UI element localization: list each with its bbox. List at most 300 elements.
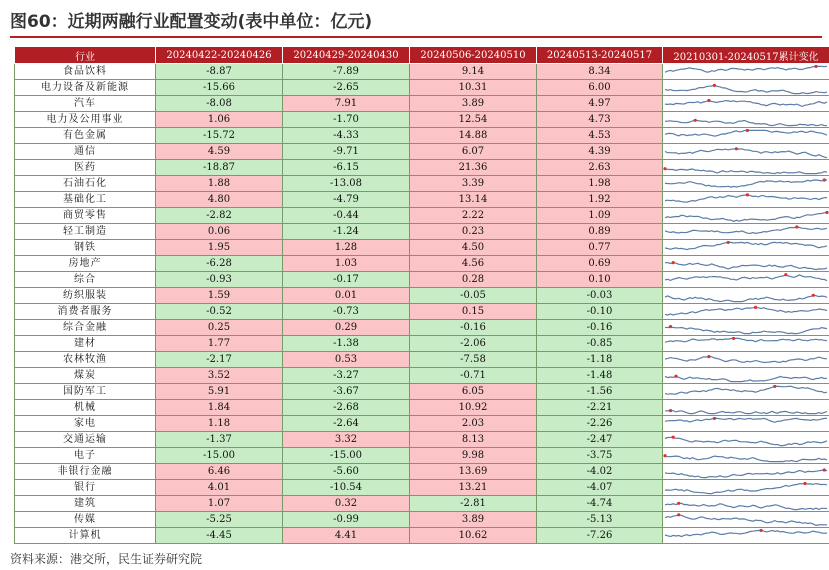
industry-name: 煤炭: [15, 368, 156, 384]
value-cell: 1.59: [156, 288, 283, 304]
table-row: [15, 224, 829, 240]
cumulative-sparkline: [663, 64, 829, 80]
value-cell: 13.69: [410, 464, 537, 480]
page-title: 图60：近期两融行业配置变动(表中单位：亿元): [10, 6, 822, 38]
sparkline-path: [665, 212, 827, 221]
value-cell: 10.31: [410, 80, 537, 96]
value-cell: 0.29: [283, 320, 410, 336]
value-cell: 3.89: [410, 96, 537, 112]
value-cell: -2.68: [283, 400, 410, 416]
sparkline-max-marker: [707, 98, 710, 101]
value-cell: -2.64: [283, 416, 410, 432]
industry-name: 食品饮料: [15, 64, 156, 80]
industry-name: 计算机: [15, 528, 156, 544]
industry-name: 国防军工: [15, 384, 156, 400]
table-row: [15, 464, 829, 480]
sparkline-path: [665, 410, 827, 413]
sparkline-max-marker: [803, 481, 806, 484]
value-cell: -6.15: [283, 160, 410, 176]
value-cell: 0.28: [410, 272, 537, 288]
sparkline-path: [665, 180, 827, 187]
cumulative-sparkline: [663, 96, 829, 112]
value-cell: -1.24: [283, 224, 410, 240]
sparkline-max-marker: [669, 325, 672, 328]
sparkline-path: [665, 418, 827, 422]
sparkline-path: [665, 295, 827, 301]
sparkline-max-marker: [663, 167, 666, 170]
value-cell: 1.07: [156, 496, 283, 512]
value-cell: -10.54: [283, 480, 410, 496]
sparkline-path: [665, 130, 827, 136]
margin-allocation-table: [14, 46, 829, 544]
value-cell: -2.17: [156, 352, 283, 368]
sparkline-max-marker: [760, 529, 763, 532]
value-cell: -4.02: [537, 464, 663, 480]
header-week-1: 20240422-20240426: [156, 47, 283, 64]
value-cell: 9.98: [410, 448, 537, 464]
table-row: [15, 256, 829, 272]
table-body: [15, 64, 829, 544]
value-cell: -5.13: [537, 512, 663, 528]
sparkline-chart: [663, 513, 829, 527]
value-cell: 1.92: [537, 192, 663, 208]
value-cell: -0.52: [156, 304, 283, 320]
value-cell: -0.93: [156, 272, 283, 288]
industry-name: 房地产: [15, 256, 156, 272]
value-cell: 4.41: [283, 528, 410, 544]
sparkline-chart: [663, 305, 829, 319]
value-cell: -0.17: [283, 272, 410, 288]
table-row: [15, 448, 829, 464]
sparkline-max-marker: [663, 454, 666, 457]
sparkline-path: [665, 356, 827, 362]
value-cell: -0.99: [283, 512, 410, 528]
sparkline-chart: [663, 385, 829, 399]
value-cell: 0.77: [537, 240, 663, 256]
sparkline-chart: [663, 289, 829, 303]
sparkline-max-marker: [735, 147, 738, 150]
sparkline-max-marker: [672, 261, 675, 264]
industry-name: 医药: [15, 160, 156, 176]
industry-name: 石油石化: [15, 176, 156, 192]
table-row: [15, 384, 829, 400]
sparkline-chart: [663, 257, 829, 271]
table-row: [15, 240, 829, 256]
cumulative-sparkline: [663, 144, 829, 160]
sparkline-path: [665, 455, 827, 461]
sparkline-chart: [663, 481, 829, 495]
value-cell: -13.08: [283, 176, 410, 192]
industry-name: 建筑: [15, 496, 156, 512]
sparkline-path: [665, 168, 827, 173]
value-cell: 1.06: [156, 112, 283, 128]
value-cell: -1.18: [537, 352, 663, 368]
value-cell: 1.28: [283, 240, 410, 256]
sparkline-chart: [663, 321, 829, 335]
sparkline-max-marker: [727, 241, 730, 244]
sparkline-max-marker: [669, 409, 672, 412]
value-cell: -1.70: [283, 112, 410, 128]
cumulative-sparkline: [663, 272, 829, 288]
sparkline-chart: [663, 353, 829, 367]
sparkline-max-marker: [674, 374, 677, 377]
sparkline-max-marker: [746, 193, 749, 196]
value-cell: 0.25: [156, 320, 283, 336]
table-row: [15, 432, 829, 448]
industry-name: 有色金属: [15, 128, 156, 144]
cumulative-sparkline: [663, 320, 829, 336]
industry-name: 建材: [15, 336, 156, 352]
value-cell: 13.21: [410, 480, 537, 496]
sparkline-chart: [663, 97, 829, 111]
value-cell: 4.50: [410, 240, 537, 256]
table-row: [15, 336, 829, 352]
table-row: [15, 304, 829, 320]
value-cell: 1.18: [156, 416, 283, 432]
industry-name: 汽车: [15, 96, 156, 112]
value-cell: 0.10: [537, 272, 663, 288]
value-cell: 3.39: [410, 176, 537, 192]
value-cell: -4.45: [156, 528, 283, 544]
value-cell: -0.44: [283, 208, 410, 224]
sparkline-path: [665, 262, 827, 269]
value-cell: -4.74: [537, 496, 663, 512]
industry-name: 纺织服装: [15, 288, 156, 304]
value-cell: 5.91: [156, 384, 283, 400]
value-cell: 9.14: [410, 64, 537, 80]
value-cell: -7.89: [283, 64, 410, 80]
sparkline-max-marker: [677, 513, 680, 516]
table-row: [15, 400, 829, 416]
cumulative-sparkline: [663, 112, 829, 128]
sparkline-max-marker: [784, 273, 787, 276]
sparkline-path: [665, 100, 827, 106]
sparkline-path: [665, 307, 827, 315]
industry-name: 钢铁: [15, 240, 156, 256]
sparkline-path: [665, 242, 827, 249]
table-row: [15, 128, 829, 144]
value-cell: -0.05: [410, 288, 537, 304]
sparkline-path: [665, 338, 827, 342]
sparkline-chart: [663, 81, 829, 95]
value-cell: -0.71: [410, 368, 537, 384]
sparkline-chart: [663, 209, 829, 223]
sparkline-chart: [663, 529, 829, 543]
value-cell: 4.59: [156, 144, 283, 160]
table-row: [15, 416, 829, 432]
value-cell: -4.07: [537, 480, 663, 496]
value-cell: 4.39: [537, 144, 663, 160]
cumulative-sparkline: [663, 80, 829, 96]
industry-name: 交通运输: [15, 432, 156, 448]
value-cell: 7.91: [283, 96, 410, 112]
value-cell: -0.73: [283, 304, 410, 320]
table-row: [15, 96, 829, 112]
value-cell: 4.73: [537, 112, 663, 128]
value-cell: 4.56: [410, 256, 537, 272]
value-cell: 4.53: [537, 128, 663, 144]
value-cell: -6.28: [156, 256, 283, 272]
sparkline-path: [665, 227, 827, 234]
sparkline-chart: [663, 337, 829, 351]
table-row: [15, 480, 829, 496]
value-cell: -2.82: [156, 208, 283, 224]
value-cell: 0.23: [410, 224, 537, 240]
value-cell: 1.84: [156, 400, 283, 416]
sparkline-max-marker: [746, 129, 749, 132]
value-cell: -5.60: [283, 464, 410, 480]
industry-name: 电力及公用事业: [15, 112, 156, 128]
sparkline-max-marker: [672, 435, 675, 438]
sparkline-max-marker: [773, 385, 776, 388]
cumulative-sparkline: [663, 416, 829, 432]
value-cell: 10.92: [410, 400, 537, 416]
sparkline-path: [665, 148, 827, 157]
sparkline-max-marker: [732, 337, 735, 340]
sparkline-max-marker: [814, 65, 817, 68]
industry-name: 基础化工: [15, 192, 156, 208]
value-cell: 2.63: [537, 160, 663, 176]
table-row: [15, 288, 829, 304]
value-cell: 3.52: [156, 368, 283, 384]
sparkline-max-marker: [754, 305, 757, 308]
sparkline-max-marker: [825, 210, 828, 213]
sparkline-path: [665, 85, 827, 93]
value-cell: -8.08: [156, 96, 283, 112]
industry-name: 银行: [15, 480, 156, 496]
value-cell: -0.10: [537, 304, 663, 320]
sparkline-path: [665, 503, 827, 509]
table-row: [15, 160, 829, 176]
cumulative-sparkline: [663, 192, 829, 208]
value-cell: -5.25: [156, 512, 283, 528]
cumulative-sparkline: [663, 384, 829, 400]
table-row: [15, 496, 829, 512]
table-row: [15, 64, 829, 80]
value-cell: 1.98: [537, 176, 663, 192]
sparkline-max-marker: [713, 83, 716, 86]
industry-name: 轻工制造: [15, 224, 156, 240]
value-cell: 0.89: [537, 224, 663, 240]
value-cell: 3.32: [283, 432, 410, 448]
sparkline-max-marker: [677, 501, 680, 504]
value-cell: 21.36: [410, 160, 537, 176]
value-cell: 6.46: [156, 464, 283, 480]
cumulative-sparkline: [663, 336, 829, 352]
value-cell: -0.16: [410, 320, 537, 336]
cumulative-sparkline: [663, 528, 829, 544]
cumulative-sparkline: [663, 368, 829, 384]
value-cell: -15.72: [156, 128, 283, 144]
sparkline-path: [665, 326, 827, 333]
value-cell: 10.62: [410, 528, 537, 544]
sparkline-chart: [663, 129, 829, 143]
value-cell: -9.71: [283, 144, 410, 160]
sparkline-chart: [663, 161, 829, 175]
value-cell: -2.81: [410, 496, 537, 512]
value-cell: -1.56: [537, 384, 663, 400]
value-cell: 6.00: [537, 80, 663, 96]
sparkline-max-marker: [713, 417, 716, 420]
value-cell: 1.03: [283, 256, 410, 272]
cumulative-sparkline: [663, 352, 829, 368]
industry-name: 非银行金融: [15, 464, 156, 480]
value-cell: 4.01: [156, 480, 283, 496]
sparkline-chart: [663, 497, 829, 511]
table-row: [15, 368, 829, 384]
sparkline-path: [665, 120, 827, 125]
sparkline-chart: [663, 273, 829, 287]
sparkline-chart: [663, 465, 829, 479]
value-cell: -18.87: [156, 160, 283, 176]
table-row: [15, 352, 829, 368]
header-week-2: 20240429-20240430: [283, 47, 410, 64]
sparkline-path: [665, 483, 827, 493]
header-industry: 行业: [15, 47, 156, 64]
value-cell: -7.58: [410, 352, 537, 368]
sparkline-max-marker: [823, 178, 826, 181]
industry-name: 综合: [15, 272, 156, 288]
table-row: [15, 192, 829, 208]
value-cell: 0.06: [156, 224, 283, 240]
value-cell: 12.54: [410, 112, 537, 128]
value-cell: -1.38: [283, 336, 410, 352]
sparkline-chart: [663, 369, 829, 383]
value-cell: 0.15: [410, 304, 537, 320]
cumulative-sparkline: [663, 160, 829, 176]
value-cell: 1.09: [537, 208, 663, 224]
sparkline-max-marker: [812, 293, 815, 296]
header-week-4: 20240513-20240517: [537, 47, 663, 64]
value-cell: 4.80: [156, 192, 283, 208]
value-cell: 1.77: [156, 336, 283, 352]
sparkline-path: [665, 530, 827, 536]
sparkline-max-marker: [707, 355, 710, 358]
value-cell: -2.47: [537, 432, 663, 448]
cumulative-sparkline: [663, 480, 829, 496]
header-cumulative: 20210301-20240517累计变化: [663, 47, 829, 64]
sparkline-chart: [663, 401, 829, 415]
value-cell: -15.00: [156, 448, 283, 464]
value-cell: -1.48: [537, 368, 663, 384]
cumulative-sparkline: [663, 512, 829, 528]
value-cell: -7.26: [537, 528, 663, 544]
header-row: [15, 47, 829, 64]
value-cell: 6.05: [410, 384, 537, 400]
sparkline-path: [665, 470, 827, 478]
value-cell: 0.53: [283, 352, 410, 368]
value-cell: -3.67: [283, 384, 410, 400]
value-cell: -2.21: [537, 400, 663, 416]
value-cell: -0.03: [537, 288, 663, 304]
industry-name: 电力设备及新能源: [15, 80, 156, 96]
industry-name: 传媒: [15, 512, 156, 528]
industry-name: 机械: [15, 400, 156, 416]
sparkline-path: [665, 194, 827, 201]
sparkline-chart: [663, 449, 829, 463]
cumulative-sparkline: [663, 288, 829, 304]
industry-name: 商贸零售: [15, 208, 156, 224]
value-cell: 0.01: [283, 288, 410, 304]
value-cell: 6.07: [410, 144, 537, 160]
table-row: [15, 80, 829, 96]
cumulative-sparkline: [663, 400, 829, 416]
value-cell: 8.34: [537, 64, 663, 80]
cumulative-sparkline: [663, 128, 829, 144]
sparkline-path: [665, 437, 827, 445]
cumulative-sparkline: [663, 224, 829, 240]
source-note: 资料来源：港交所，民生证券研究院: [10, 552, 203, 566]
cumulative-sparkline: [663, 448, 829, 464]
sparkline-chart: [663, 225, 829, 239]
sparkline-chart: [663, 241, 829, 255]
sparkline-chart: [663, 417, 829, 431]
cumulative-sparkline: [663, 176, 829, 192]
table-row: [15, 528, 829, 544]
sparkline-path: [665, 376, 827, 381]
sparkline-path: [665, 274, 827, 280]
value-cell: -2.06: [410, 336, 537, 352]
value-cell: 14.88: [410, 128, 537, 144]
cumulative-sparkline: [663, 304, 829, 320]
value-cell: -2.65: [283, 80, 410, 96]
sparkline-chart: [663, 145, 829, 159]
value-cell: 0.69: [537, 256, 663, 272]
sparkline-path: [665, 386, 827, 394]
value-cell: -3.75: [537, 448, 663, 464]
cumulative-sparkline: [663, 208, 829, 224]
value-cell: -0.85: [537, 336, 663, 352]
value-cell: -4.79: [283, 192, 410, 208]
sparkline-chart: [663, 433, 829, 447]
value-cell: 13.14: [410, 192, 537, 208]
sparkline-chart: [663, 65, 829, 79]
value-cell: -4.33: [283, 128, 410, 144]
value-cell: 2.03: [410, 416, 537, 432]
sparkline-max-marker: [823, 468, 826, 471]
industry-name: 综合金融: [15, 320, 156, 336]
sparkline-chart: [663, 177, 829, 191]
header-week-3: 20240506-20240510: [410, 47, 537, 64]
sparkline-path: [665, 66, 827, 72]
sparkline-max-marker: [694, 118, 697, 121]
value-cell: -8.87: [156, 64, 283, 80]
sparkline-chart: [663, 113, 829, 127]
value-cell: -1.37: [156, 432, 283, 448]
table-row: [15, 320, 829, 336]
value-cell: 8.13: [410, 432, 537, 448]
value-cell: 0.32: [283, 496, 410, 512]
value-cell: 1.95: [156, 240, 283, 256]
sparkline-path: [665, 514, 827, 525]
sparkline-chart: [663, 193, 829, 207]
cumulative-sparkline: [663, 240, 829, 256]
industry-name: 消费者服务: [15, 304, 156, 320]
industry-name: 通信: [15, 144, 156, 160]
table-row: [15, 176, 829, 192]
value-cell: 4.97: [537, 96, 663, 112]
table-row: [15, 112, 829, 128]
value-cell: 1.88: [156, 176, 283, 192]
value-cell: 3.89: [410, 512, 537, 528]
value-cell: -3.27: [283, 368, 410, 384]
value-cell: -15.66: [156, 80, 283, 96]
table-row: [15, 144, 829, 160]
table-row: [15, 272, 829, 288]
table-row: [15, 512, 829, 528]
cumulative-sparkline: [663, 464, 829, 480]
industry-name: 电子: [15, 448, 156, 464]
